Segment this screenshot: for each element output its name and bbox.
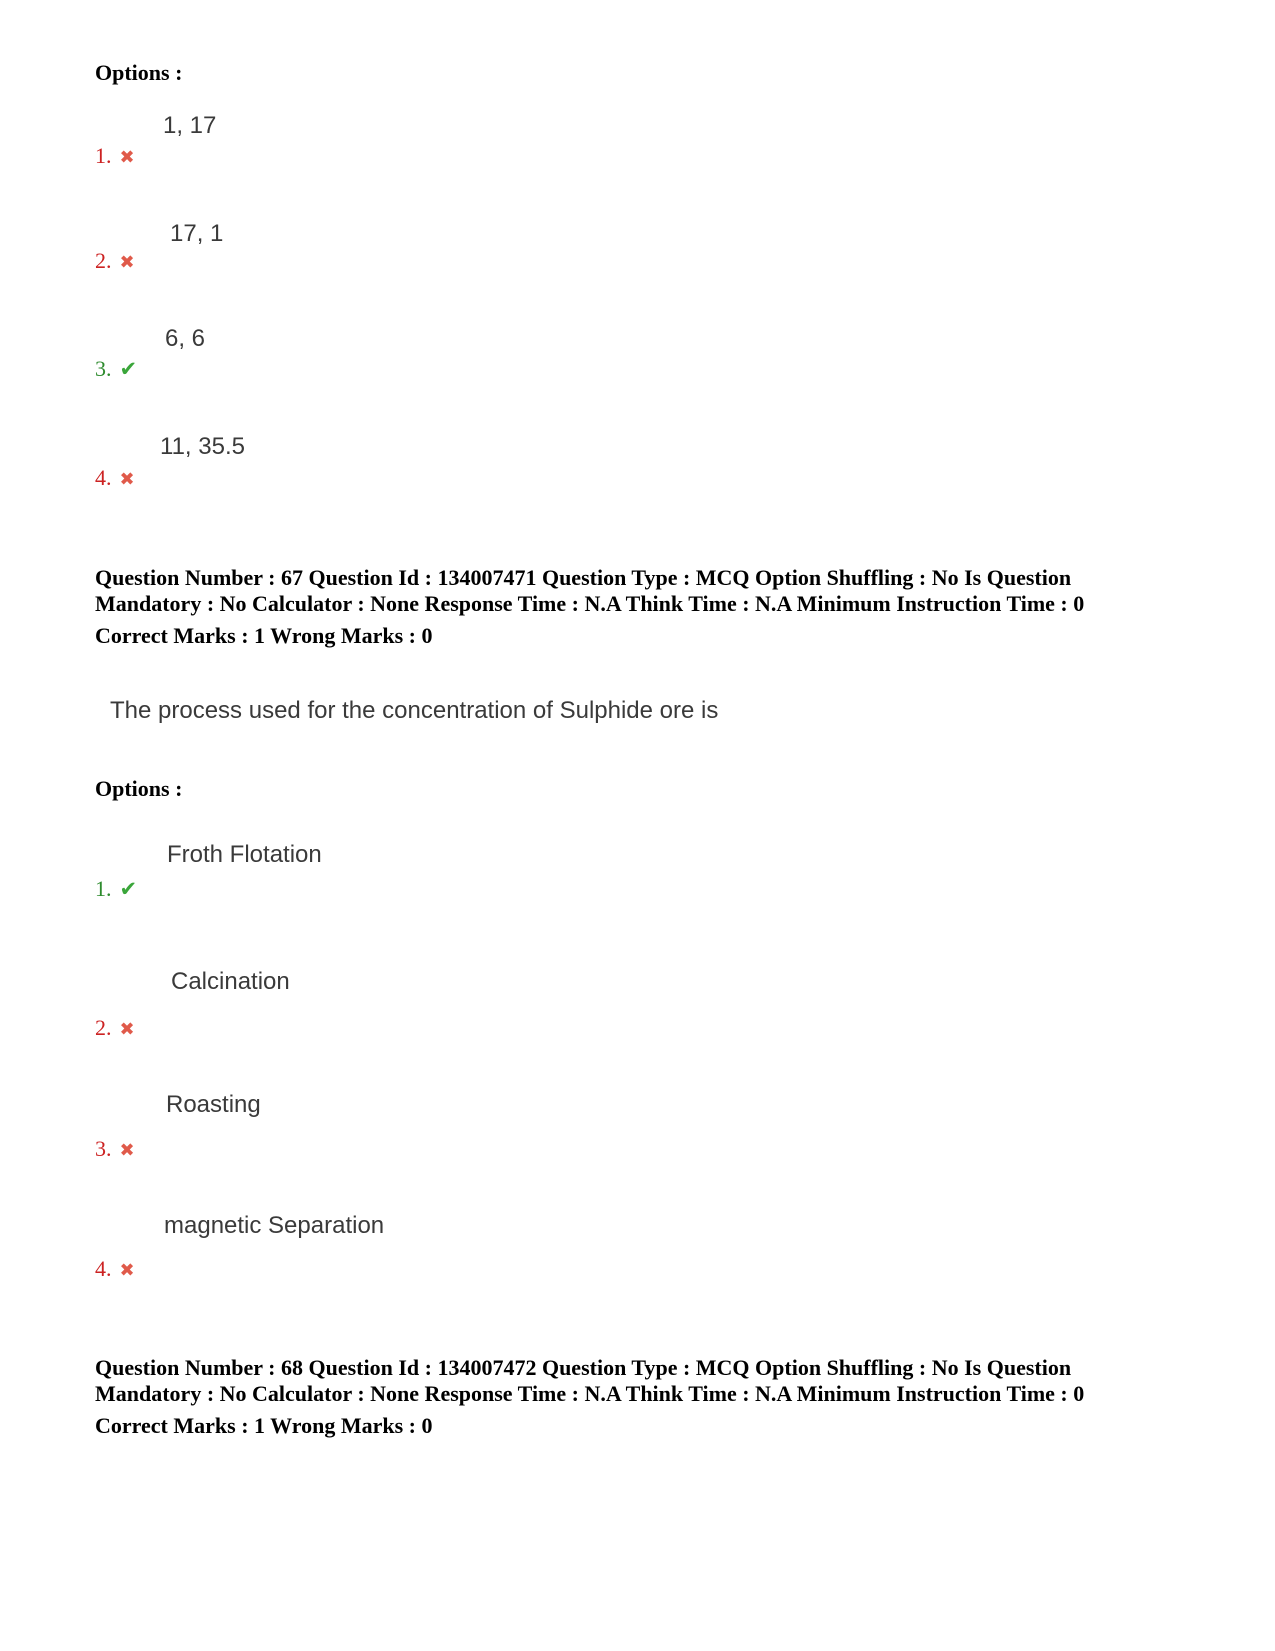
- cross-mark-icon: ✖: [119, 1260, 135, 1281]
- option-number: 3. ✖: [95, 1136, 135, 1161]
- option-text: 11, 35.5: [160, 433, 245, 460]
- question-marks: Correct Marks : 1 Wrong Marks : 0: [95, 1413, 433, 1438]
- option-number: 3. ✔: [95, 356, 138, 381]
- option-number: 2. ✖: [95, 1015, 135, 1040]
- option-text: 17, 1: [170, 220, 224, 247]
- cross-mark-icon: ✖: [119, 1019, 135, 1040]
- option-number: 1. ✔: [95, 876, 138, 901]
- option-number: 2. ✖: [95, 248, 135, 273]
- option-text: Froth Flotation: [167, 841, 322, 868]
- option-number: 1. ✖: [95, 143, 135, 168]
- cross-mark-icon: ✖: [119, 1140, 135, 1161]
- check-mark-icon: ✔: [119, 877, 138, 901]
- option-text: Calcination: [171, 968, 290, 995]
- question-meta-line: Mandatory : No Calculator : None Response Time : N.A Think Time : N.A Minimum Instruction Time : 0: [95, 1381, 1085, 1406]
- question-meta-line: Question Number : 67 Question Id : 134007471 Question Type : MCQ Option Shuffling : No Is Question: [95, 565, 1072, 590]
- option-text: Roasting: [166, 1091, 261, 1118]
- options-heading: Options :: [95, 60, 183, 85]
- question-meta-line: Question Number : 68 Question Id : 134007472 Question Type : MCQ Option Shuffling : No Is Question: [95, 1355, 1072, 1380]
- option-number: 4. ✖: [95, 465, 135, 490]
- option-number: 4. ✖: [95, 1256, 135, 1281]
- option-text: 1, 17: [163, 112, 217, 139]
- option-text: 6, 6: [165, 325, 206, 352]
- options-heading: Options :: [95, 776, 183, 801]
- question-meta: [95, 1355, 1215, 1439]
- question-meta: [95, 565, 1215, 649]
- check-mark-icon: ✔: [119, 357, 138, 381]
- question-marks: Correct Marks : 1 Wrong Marks : 0: [95, 623, 433, 648]
- cross-mark-icon: ✖: [119, 147, 135, 168]
- cross-mark-icon: ✖: [119, 469, 135, 490]
- option-text: magnetic Separation: [164, 1212, 385, 1239]
- question-text: The process used for the concentration of Sulphide ore is: [110, 697, 719, 724]
- question-meta-line: Mandatory : No Calculator : None Response Time : N.A Think Time : N.A Minimum Instruction Time : 0: [95, 591, 1085, 616]
- cross-mark-icon: ✖: [119, 252, 135, 273]
